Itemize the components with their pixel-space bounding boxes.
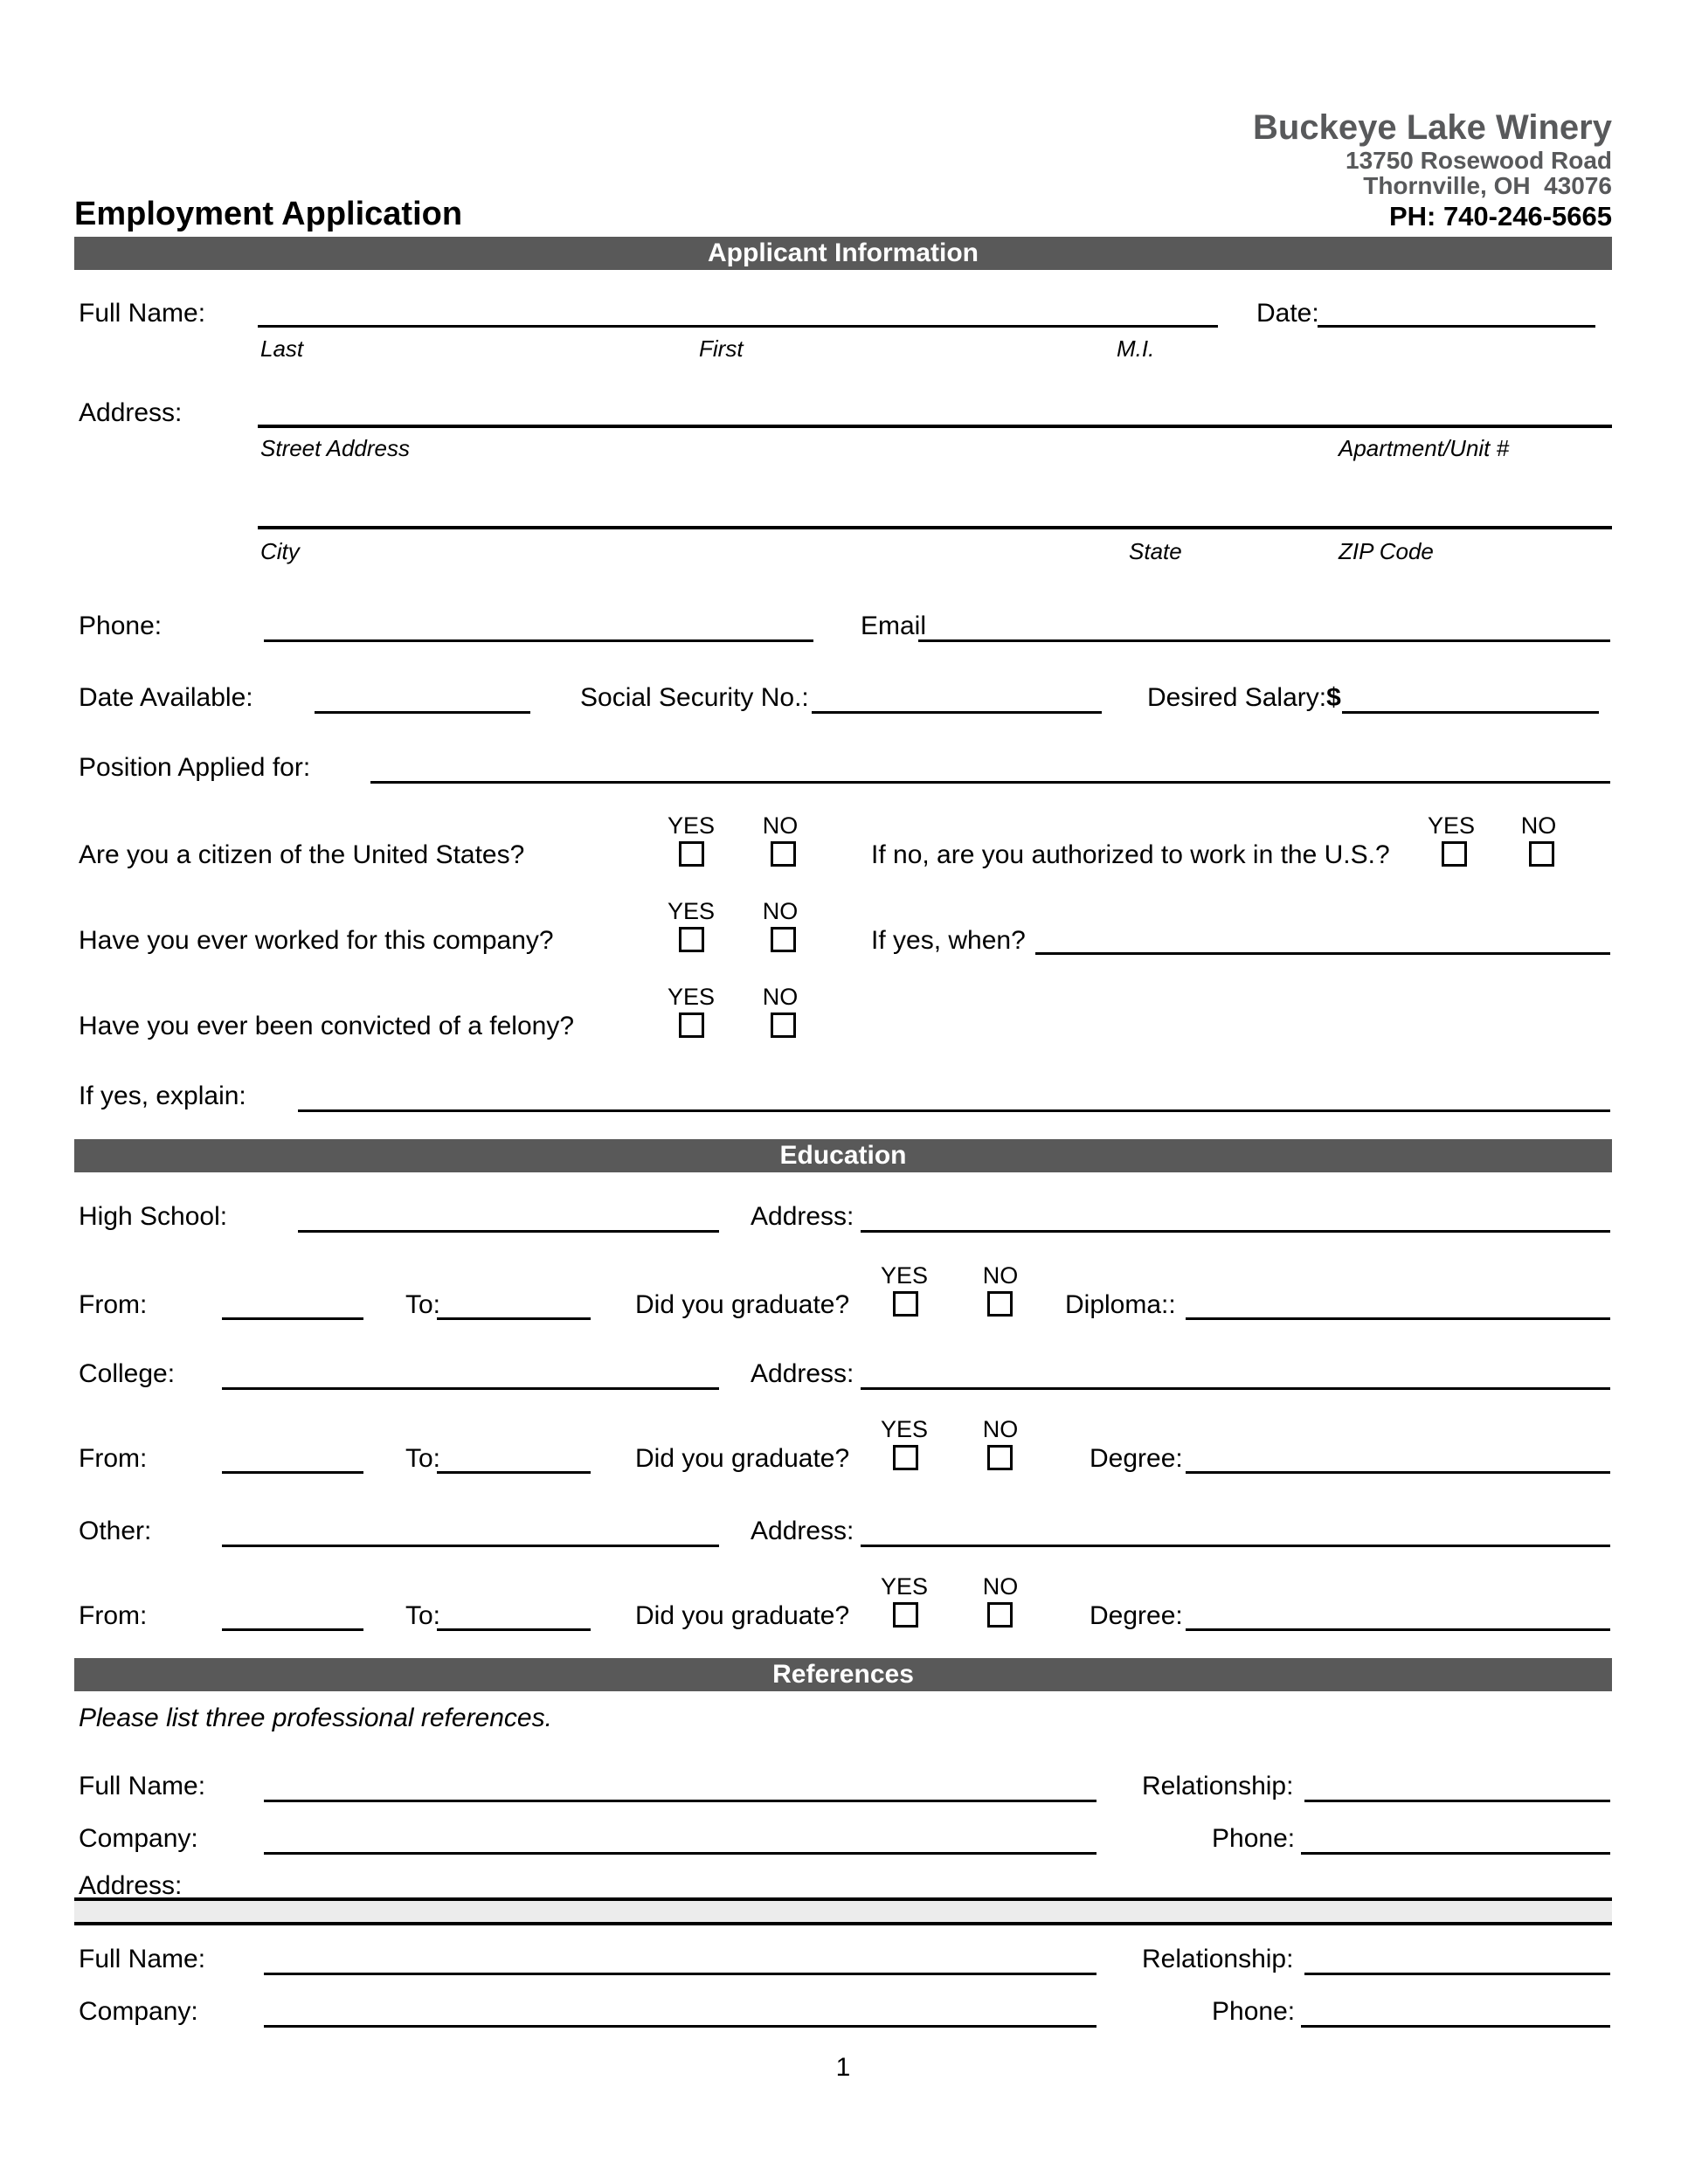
college-graduate-no-checkbox[interactable]	[987, 1445, 1013, 1470]
college-graduate-yes-checkbox[interactable]	[893, 1445, 918, 1470]
ref2-phone-label: Phone:	[1212, 1997, 1296, 2026]
hint-first: First	[699, 335, 744, 362]
other-school-label: Other:	[79, 1517, 152, 1545]
desired-salary-text: Desired Salary:	[1147, 683, 1327, 712]
street-address-input-line[interactable]	[258, 425, 1612, 428]
other-degree-input-line[interactable]	[1186, 1628, 1610, 1631]
citizen-no-label: NO	[762, 812, 799, 839]
college-address-input-line[interactable]	[861, 1387, 1610, 1390]
high-school-input-line[interactable]	[298, 1230, 719, 1233]
other-address-input-line[interactable]	[861, 1545, 1610, 1547]
other-graduate-no-checkbox[interactable]	[987, 1602, 1013, 1628]
worked-question-label: Have you ever worked for this company?	[79, 926, 554, 955]
college-to-input-line[interactable]	[437, 1471, 591, 1474]
other-to-label: To:	[405, 1601, 441, 1630]
hint-zip-code: ZIP Code	[1339, 538, 1434, 564]
date-input-line[interactable]	[1318, 325, 1595, 328]
college-from-label: From:	[79, 1444, 148, 1473]
desired-salary-label	[1147, 683, 1341, 713]
ref2-relationship-input-line[interactable]	[1304, 1973, 1610, 1975]
authorized-no-label: NO	[1520, 812, 1557, 839]
explain-label: If yes, explain:	[79, 1082, 246, 1110]
other-address-label: Address:	[751, 1517, 854, 1545]
hs-to-input-line[interactable]	[437, 1317, 591, 1320]
ref1-company-input-line[interactable]	[264, 1852, 1097, 1855]
worked-yes-checkbox[interactable]	[679, 927, 704, 952]
hint-state: State	[1129, 538, 1182, 564]
other-graduate-yes-checkbox[interactable]	[893, 1602, 918, 1628]
ref1-full-name-label: Full Name:	[79, 1772, 206, 1800]
college-degree-label: Degree:	[1090, 1444, 1183, 1473]
college-address-label: Address:	[751, 1359, 854, 1388]
date-available-label: Date Available:	[79, 683, 253, 712]
form-title: Employment Application	[74, 196, 463, 232]
company-address-line2: Thornville, OH 43076	[1363, 172, 1612, 199]
hs-graduate-no-label: NO	[982, 1262, 1019, 1289]
page-number: 1	[835, 2053, 851, 2082]
hs-diploma-label: Diploma::	[1065, 1290, 1176, 1319]
email-input-line[interactable]	[918, 639, 1610, 642]
citizen-yes-checkbox[interactable]	[679, 841, 704, 867]
hs-graduate-yes-checkbox[interactable]	[893, 1291, 918, 1317]
authorized-yes-label: YES	[1427, 812, 1476, 839]
felony-no-label: NO	[762, 984, 799, 1010]
ref2-phone-input-line[interactable]	[1301, 2025, 1610, 2028]
ref1-phone-label: Phone:	[1212, 1824, 1296, 1853]
ref1-address-label: Address:	[79, 1871, 183, 1900]
high-school-address-input-line[interactable]	[861, 1230, 1610, 1233]
company-address-line1: 13750 Rosewood Road	[1346, 147, 1612, 174]
college-graduate-label: Did you graduate?	[635, 1444, 850, 1473]
hint-street-address: Street Address	[260, 435, 411, 461]
hs-to-label: To:	[405, 1290, 441, 1319]
references-section-header: References	[74, 1658, 1612, 1691]
other-to-input-line[interactable]	[437, 1628, 591, 1631]
authorized-yes-checkbox[interactable]	[1442, 841, 1467, 867]
other-graduate-label: Did you graduate?	[635, 1601, 850, 1630]
explain-input-line[interactable]	[298, 1109, 1610, 1112]
email-label: Email	[861, 612, 927, 640]
ref2-company-label: Company:	[79, 1997, 198, 2026]
ssn-label: Social Security No.:	[580, 683, 809, 712]
authorized-question-label: If no, are you authorized to work in the U.S.?	[871, 840, 1390, 869]
hint-last: Last	[260, 335, 304, 362]
hs-graduate-no-checkbox[interactable]	[987, 1291, 1013, 1317]
hint-apartment-unit: Apartment/Unit #	[1339, 435, 1510, 461]
hs-graduate-yes-label: YES	[880, 1262, 929, 1289]
hint-middle-initial: M.I.	[1117, 335, 1155, 362]
desired-salary-input-line[interactable]	[1342, 711, 1599, 714]
company-header	[1253, 108, 1612, 232]
hint-city: City	[260, 538, 300, 564]
when-input-line[interactable]	[1035, 952, 1610, 955]
ref2-full-name-label: Full Name:	[79, 1945, 206, 1973]
high-school-label: High School:	[79, 1202, 228, 1231]
citizen-yes-label: YES	[667, 812, 716, 839]
worked-yes-label: YES	[667, 898, 716, 924]
hs-from-label: From:	[79, 1290, 148, 1319]
currency-sign: $	[1326, 683, 1341, 712]
phone-label: Phone:	[79, 612, 163, 640]
company-phone: PH: 740-246-5665	[1388, 201, 1612, 232]
references-shaded-row	[74, 1901, 1612, 1925]
other-graduate-no-label: NO	[982, 1573, 1019, 1600]
hs-from-input-line[interactable]	[222, 1317, 363, 1320]
other-graduate-yes-label: YES	[880, 1573, 929, 1600]
address-label: Address:	[79, 398, 183, 427]
felony-yes-checkbox[interactable]	[679, 1013, 704, 1038]
other-degree-label: Degree:	[1090, 1601, 1183, 1630]
felony-yes-label: YES	[667, 984, 716, 1010]
citizen-no-checkbox[interactable]	[771, 841, 796, 867]
ref1-company-label: Company:	[79, 1824, 198, 1853]
citizen-question-label: Are you a citizen of the United States?	[79, 840, 525, 869]
company-name: Buckeye Lake Winery	[1253, 108, 1612, 147]
ref2-company-input-line[interactable]	[264, 2025, 1097, 2028]
applicant-information-section-header: Applicant Information	[74, 237, 1612, 270]
worked-no-label: NO	[762, 898, 799, 924]
felony-question-label: Have you ever been convicted of a felony?	[79, 1012, 575, 1040]
position-applied-label: Position Applied for:	[79, 753, 311, 782]
position-input-line[interactable]	[370, 781, 1610, 784]
college-to-label: To:	[405, 1444, 441, 1473]
ref2-relationship-label: Relationship:	[1142, 1945, 1294, 1973]
college-graduate-no-label: NO	[982, 1416, 1019, 1442]
education-section-header: Education	[74, 1139, 1612, 1172]
date-label: Date:	[1256, 299, 1319, 328]
college-label: College:	[79, 1359, 176, 1388]
ref1-full-name-input-line[interactable]	[264, 1800, 1097, 1802]
other-from-label: From:	[79, 1601, 148, 1630]
college-degree-input-line[interactable]	[1186, 1471, 1610, 1474]
other-from-input-line[interactable]	[222, 1628, 363, 1631]
full-name-input-line[interactable]	[258, 325, 1218, 328]
felony-no-checkbox[interactable]	[771, 1013, 796, 1038]
ref1-phone-input-line[interactable]	[1301, 1852, 1610, 1855]
phone-input-line[interactable]	[264, 639, 813, 642]
references-intro: Please list three professional references.	[79, 1704, 552, 1732]
city-state-zip-input-line[interactable]	[258, 526, 1612, 529]
hs-graduate-label: Did you graduate?	[635, 1290, 850, 1319]
high-school-address-label: Address:	[751, 1202, 854, 1231]
ref1-relationship-label: Relationship:	[1142, 1772, 1294, 1800]
worked-no-checkbox[interactable]	[771, 927, 796, 952]
authorized-no-checkbox[interactable]	[1529, 841, 1554, 867]
college-graduate-yes-label: YES	[880, 1416, 929, 1442]
full-name-label: Full Name:	[79, 299, 206, 328]
date-available-input-line[interactable]	[315, 711, 530, 714]
ref1-relationship-input-line[interactable]	[1304, 1800, 1610, 1802]
ref2-full-name-input-line[interactable]	[264, 1973, 1097, 1975]
college-input-line[interactable]	[222, 1387, 719, 1390]
hs-diploma-input-line[interactable]	[1186, 1317, 1610, 1320]
other-school-input-line[interactable]	[222, 1545, 719, 1547]
ssn-input-line[interactable]	[812, 711, 1102, 714]
when-label: If yes, when?	[871, 926, 1026, 955]
college-from-input-line[interactable]	[222, 1471, 363, 1474]
